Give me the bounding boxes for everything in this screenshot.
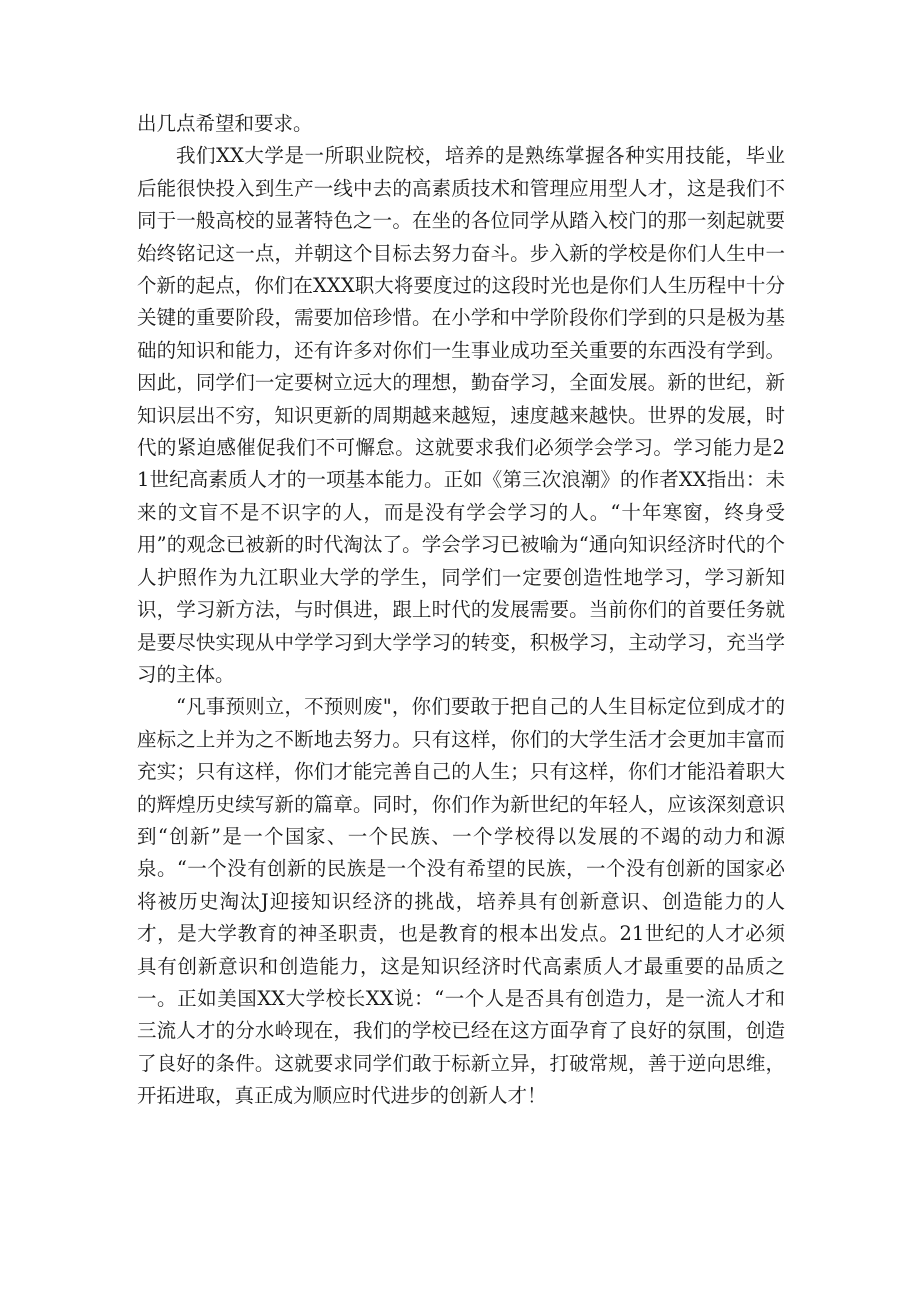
document-body [137, 108, 785, 1113]
paragraph-school-mission: 我们XX大学是一所职业院校，培养的是熟练掌握各种实用技能，毕业后能很快投入到生产一线中去的高素质技术和管理应用型人才，这是我们不同于一般高校的显著特色之一。在坐的各位同学从踏入校门的那一刻起就要始终铭记这一点，并朝这个目标去努力奋斗。步入新的学校是你们人生中一个新的起点，你们在XXX职大将要度过的这段时光也是你们人生历程中十分关键的重要阶段，需要加倍珍惜。在小学和中学阶段你们学到的只是极为基础的知识和能力，还有许多对你们一生事业成功至关重要的东西没有学到。因此，同学们一定要树立远大的理想，勤奋学习，全面发展。新的世纪，新知识层出不穷，知识更新的周期越来越短，速度越来越快。世界的发展，时代的紧迫感催促我们不可懈怠。这就要求我们必须学会学习。学习能力是21世纪高素质人才的一项基本能力。正如《第三次浪潮》的作者XX指出：未来的文盲不是不识字的人，而是没有学会学习的人。“十年寒窗，终身受用”的观念已被新的时代淘汰了。学会学习已被喻为“通向知识经济时代的个人护照作为九江职业大学的学生，同学们一定要创造性地学习，学习新知识，学习新方法，与时俱进，跟上时代的发展需要。当前你们的首要任务就是要尽快实现从中学学习到大学学习的转变，积极学习，主动学习，充当学习的主体。 [137, 144, 785, 686]
paragraph-continuation: 出几点希望和要求。 [137, 112, 313, 135]
paragraph-innovation: “凡事预则立，不预则废"，你们要敢于把自己的人生目标定位到成才的座标之上并为之不断地去努力。只有这样，你们的大学生活才会更加丰富而充实；只有这样，你们才能完善自己的人生；只有这样，你们才能沿着职大的辉煌历史续写新的篇章。同时，你们作为新世纪的年轻人，应该深刻意识到“创新”是一个国家、一个民族、一个学校得以发展的不竭的动力和源泉。“一个没有创新的民族是一个没有希望的民族，一个没有创新的国家必将被历史淘汰J迎接知识经济的挑战，培养具有创新意识、创造能力的人才，是大学教育的神圣职责，也是教育的根本出发点。21世纪的人才必须具有创新意识和创造能力，这是知识经济时代高素质人才最重要的品质之一。正如美国XX大学校长XX说：“一个人是否具有创造力，是一流人才和三流人才的分水岭现在，我们的学校已经在这方面孕育了良好的氛围，创造了良好的条件。这就要求同学们敢于标新立异，打破常规，善于逆向思维，开拓进取，真正成为顺应时代进步的创新人才！ [137, 695, 785, 1108]
